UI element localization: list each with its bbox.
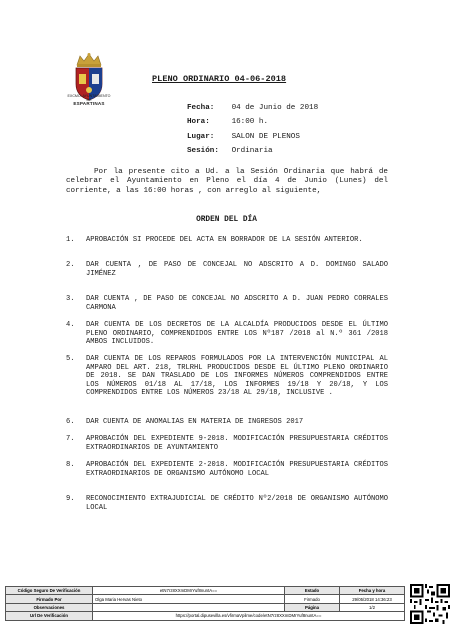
agenda-item-text: DAR CUENTA , DE PASO DE CONCEJAL NO ADSCRITO A D. DOMINGO SALADO JIMÉNEZ (86, 261, 388, 278)
intro-text: Por la presente cito a Ud. a la Sesión Ordinaria que habrá de celebrar el Ayuntamiento en Pleno el día 4 de Junio (Lunes) del corriente, a las 16:00 horas , con arreglo al siguiente, (66, 168, 388, 195)
agenda-item-number: 9. (66, 495, 75, 503)
town-name-line1: EXCMO. AYUNTAMIENTO (67, 94, 111, 98)
url-label: Url De Verificación (6, 612, 93, 620)
agenda-item-text: DAR CUENTA DE LOS REPAROS FORMULADOS POR LA INTERVENCIÓN MUNICIPAL AL AMPARO DEL ART. 218, TRLRHL PRODUCIDOS DESDE EL ÚLTIMO PLENO ORDINARIO DE 2018. SE DAN TRASLADO DE LOS INFORMES NÚMEROS COMPRENDIDOS ENTRE LOS NÚMEROS 01/18 AL 17/18, LOS INFORMES 19/18 Y 20/18, Y LOS COMPRENDIDOS ENTRE LOS NÚMEROS 23/18 AL 29/18, INCLUSIVE . (86, 355, 388, 398)
lugar-label: Lugar: (187, 132, 215, 141)
fecha-value: 04 de Junio de 2018 (231, 104, 319, 112)
agenda-item-text: APROBACIÓN DEL EXPEDIENTE 9-2018. MODIFICACIÓN PRESUPUESTARIA CRÉDITOS EXTRAORDINARIOS DE AYUNTAMIENTO (86, 435, 388, 452)
agenda-item-number: 4. (66, 321, 75, 329)
firmado-por-value: Olga Maria Hervas Nieto (93, 595, 285, 603)
pagina-value: 1/2 (340, 603, 405, 611)
verification-table (5, 586, 405, 621)
fecha-row (187, 101, 318, 115)
url-value[interactable]: https://portal.dipusevilla.es/vfirmaVpilme/code/etN7rz8XXmDMrYuf8nuntA== (93, 612, 405, 620)
agenda-item-text: DAR CUENTA DE ANOMALIAS EN MATERIA DE INGRESOS 2017 (86, 418, 304, 426)
codigo-value: etN7rz8XXmDMrYuf8nuntA== (93, 587, 285, 595)
lugar-row (187, 130, 318, 144)
agenda-item-number: 1. (66, 236, 75, 244)
hora-value: 16:00 h. (231, 118, 269, 127)
sesion-value: Ordinaria (231, 147, 273, 156)
lugar-value: SALON DE PLENOS (231, 132, 300, 141)
intro-paragraph (66, 168, 388, 196)
town-name (56, 94, 122, 107)
agenda-item-number: 7. (66, 435, 75, 443)
agenda-item-number: 8. (66, 461, 75, 469)
sesion-label: Sesión: (187, 147, 219, 156)
town-name-line3: ESPARTINAS (73, 101, 105, 107)
agenda-item-number: 3. (66, 295, 75, 303)
firmado-value: Firmado (285, 595, 340, 603)
agenda-item-text: DAR CUENTA , DE PASO DE CONCEJAL NO ADSCRITO A D. JUAN PEDRO CORRALES CARMONA (86, 295, 388, 312)
agenda-item-number: 5. (66, 355, 75, 363)
hora-row (187, 115, 318, 129)
fecha-hora-label: Fecha y hora (340, 587, 405, 595)
sesion-row (187, 144, 318, 158)
agenda-item-text: APROBACIÓN SI PROCEDE DEL ACTA EN BORRADOR DE LA SESIÓN ANTERIOR. (86, 236, 363, 244)
firmado-por-label: Firmado Por (6, 595, 93, 603)
fecha-hora-value: 29/05/2018 14:36:23 (340, 595, 405, 603)
codigo-label: Código Seguro De Verificación (6, 587, 93, 595)
town-name-line2: DE (86, 98, 92, 103)
pagina-label: Página (285, 603, 340, 611)
fecha-label: Fecha: (187, 104, 215, 112)
estado-label: Estado (285, 587, 340, 595)
agenda-item-number: 2. (66, 261, 75, 269)
observaciones-label: Observaciones (6, 603, 93, 611)
agenda-item-text: APROBACIÓN DEL EXPEDIENTE 2-2018. MODIFICACIÓN PRESUPUESTARIA CRÉDITOS EXTRAORDINARIOS DE ORGANISMO AUTÓNOMO LOCAL (86, 461, 388, 478)
agenda-item-text: RECONOCIMIENTO EXTRAJUDICIAL DE CRÉDITO Nº2/2018 DE ORGANISMO AUTÓNOMO LOCAL (86, 495, 388, 512)
qr-code-icon (410, 584, 450, 624)
agenda-item-number: 6. (66, 418, 75, 426)
hora-label: Hora: (187, 118, 210, 127)
session-details (187, 101, 318, 159)
observaciones-value (93, 603, 285, 611)
orden-del-dia-title: ORDEN DEL DÍA (196, 216, 257, 224)
agenda-item-text: DAR CUENTA DE LOS DECRETOS DE LA ALCALDÍA PRODUCIDOS DESDE EL ÚLTIMO PLENO ORDINARIO, COMPRENDIDOS ENTRE LOS Nº187 /2018 al N.º 361 /2018 AMBOS INCLUIDOS. (86, 321, 388, 347)
document-heading: PLENO ORDINARIO 04-06-2018 (152, 74, 287, 84)
